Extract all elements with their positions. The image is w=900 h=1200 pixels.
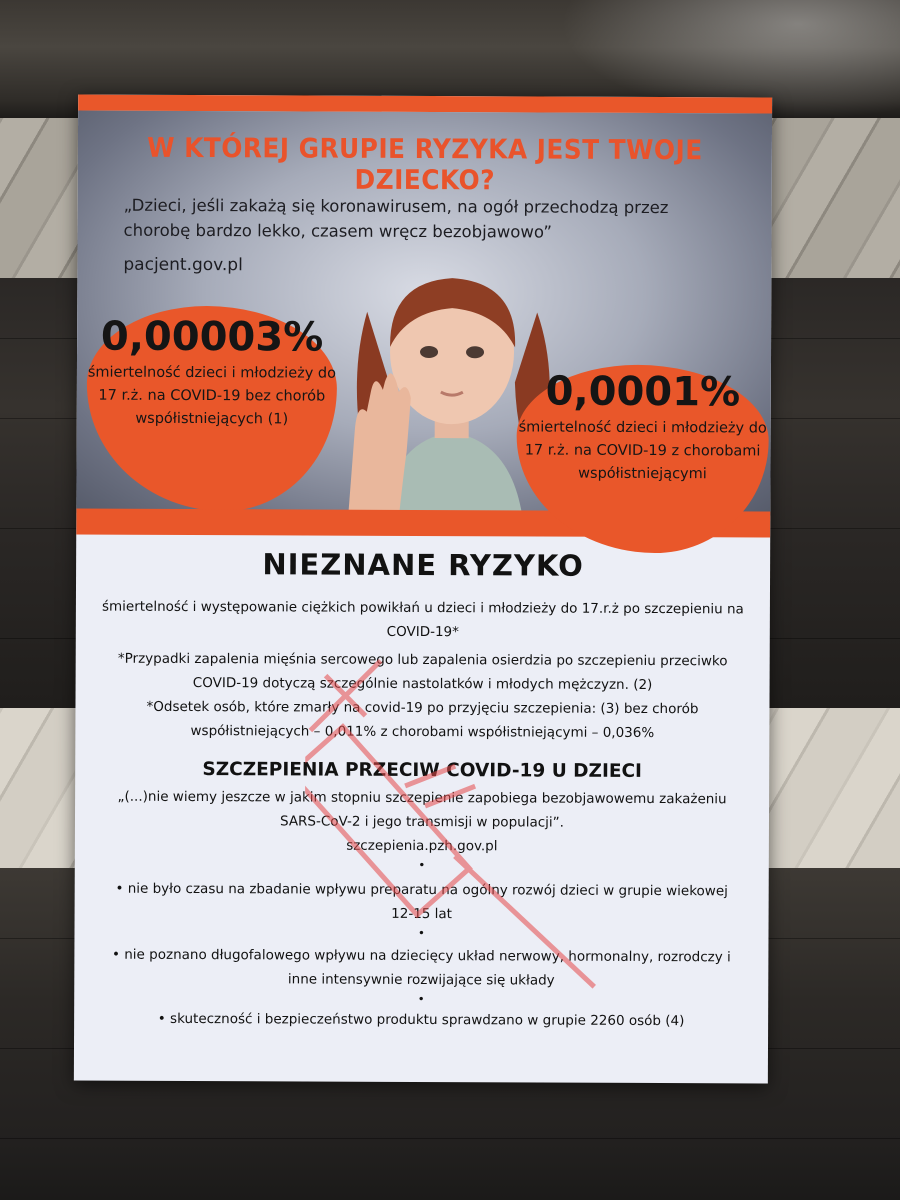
stat-value: 0,0001% bbox=[545, 368, 741, 416]
wood-grain bbox=[0, 1138, 900, 1139]
bullet-separator: • bbox=[418, 857, 426, 873]
quote-source: pacjent.gov.pl bbox=[123, 254, 243, 276]
list-item: • nie poznano długofalowego wpływu na dziecięcy układ nerwowy, hormonalny, rozrodczy i inne intensywnie rozwijające się układy bbox=[111, 946, 731, 989]
risk-paragraph: śmiertelność i występowanie ciężkich powikłań u dzieci i młodzieży do 17.r.ż po szczepieniu na COVID-19* bbox=[101, 598, 744, 641]
section-title-vaccination: SZCZEPIENIA PRZECIW COVID-19 U DZIECI bbox=[202, 759, 643, 782]
poster-headline: W KTÓREJ GRUPIE RYZYKA JEST TWOJE DZIECKO? bbox=[147, 132, 703, 197]
myocarditis-note: *Przypadki zapalenia mięśnia sercowego lub zapalenia osierdzia po szczepieniu przeciwko COVID-19 dotyczą szczególnie nastolatków i młodych mężczyzn. (2) bbox=[117, 650, 728, 694]
poster bbox=[74, 94, 772, 1083]
list-item: • skuteczność i bezpieczeństwo produktu sprawdzano w grupie 2260 osób (4) bbox=[157, 1010, 685, 1030]
stat-description: śmiertelność dzieci i młodzieży do 17 r.ż. na COVID-19 z chorobami współistniejącymi bbox=[518, 419, 767, 483]
stat-description: śmiertelność dzieci i młodzieży do 17 r.ż. na COVID-19 bez chorób współistniejących (1) bbox=[87, 364, 337, 428]
vaccination-quote-source: szczepienia.pzh.gov.pl bbox=[346, 837, 498, 855]
section-title-unknown-risk: NIEZNANE RYZYKO bbox=[262, 547, 584, 583]
stat-badge-left bbox=[86, 306, 337, 512]
poster-text-section bbox=[74, 534, 770, 1083]
vaccination-quote: „(...)nie wiemy jeszcze w jakim stopniu szczepienie zapobiega bezobjawowemu zakażeniu SARS-CoV-2 i jego transmisji w populacji”. bbox=[117, 788, 727, 831]
list-item: • nie było czasu na zbadanie wpływu preparatu na ogólny rozwój dzieci w grupie wiekowej 12-15 lat bbox=[115, 880, 728, 923]
stat-value: 0,00003% bbox=[100, 313, 324, 361]
bullet-separator: • bbox=[417, 925, 426, 941]
mortality-note: *Odsetek osób, które zmarły na covid-19 po przyjęciu szczepienia: (3) bez chorób współistniejących – 0,011% z chorobami współistniejącymi – 0,036% bbox=[146, 698, 699, 742]
bullet-separator: • bbox=[417, 991, 425, 1007]
quote-text: „Dzieci, jeśli zakażą się koronawirusem, na ogół przechodzą przez chorobę bardzo lekko, czasem wręcz bezobjawowo” bbox=[123, 195, 669, 242]
